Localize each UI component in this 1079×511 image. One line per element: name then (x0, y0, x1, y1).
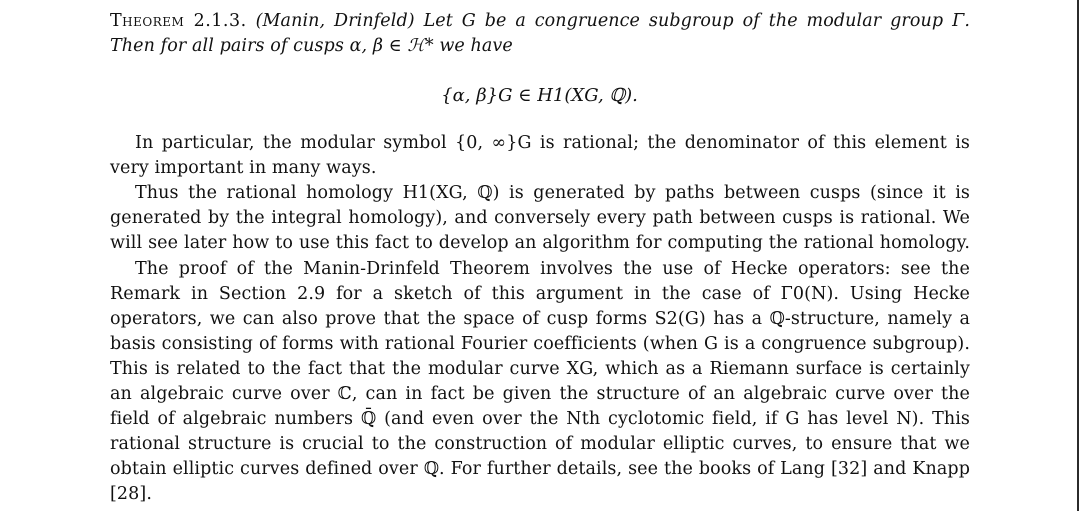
p3-line-8: rational structure is crucial to the construction of modular elliptic curves, to ensure that we (110, 434, 970, 454)
p3-line-2: Remark in Section 2.9 for a sketch of this argument in the case of Γ0(N). Using Hecke (110, 284, 970, 304)
theorem-statement-1: (Manin, Drinfeld) Let G be a congruence subgroup of the modular group Γ. (255, 11, 970, 31)
p2-line-1: Thus the rational homology H1(XG, ℚ) is generated by paths between cusps (since it is (135, 183, 970, 203)
theorem-line-2: Then for all pairs of cusps α, β ∈ ℋ* we have (110, 36, 513, 56)
theorem-line-1 (110, 9, 970, 33)
p3-line-9: obtain elliptic curves defined over ℚ. For further details, see the books of Lang [32] and Knapp (110, 459, 970, 479)
p3-line-7: field of algebraic numbers ℚ̄ (and even over the Nth cyclotomic field, if G has level N). This (110, 409, 970, 429)
p3-line-3: operators, we can also prove that the space of cusp forms S2(G) has a ℚ-structure, namely a (110, 309, 970, 329)
p3-line-5: This is related to the fact that the modular curve XG, which as a Riemann surface is certainly (110, 359, 970, 379)
p3-line-1: The proof of the Manin-Drinfeld Theorem involves the use of Hecke operators: see the (135, 259, 970, 279)
p3-line-10: [28]. (110, 484, 152, 504)
p3-line-6: an algebraic curve over ℂ, can in fact be given the structure of an algebraic curve over the (110, 384, 970, 404)
p2-line-2: generated by the integral homology), and conversely every path between cusps is rational. We (110, 208, 970, 228)
display-formula: {α, β}G ∈ H1(XG, ℚ). (441, 85, 638, 106)
theorem-heading: Theorem 2.1.3. (110, 11, 247, 31)
p3-line-4: basis consisting of forms with rational Fourier coefficients (when G is a congruence subgroup). (110, 334, 970, 354)
p2-line-3: will see later how to use this fact to develop an algorithm for computing the rational homology. (110, 233, 970, 253)
p1-line-2: very important in many ways. (110, 158, 377, 178)
p1-line-1: In particular, the modular symbol {0, ∞}G is rational; the denominator of this element is (135, 133, 970, 153)
